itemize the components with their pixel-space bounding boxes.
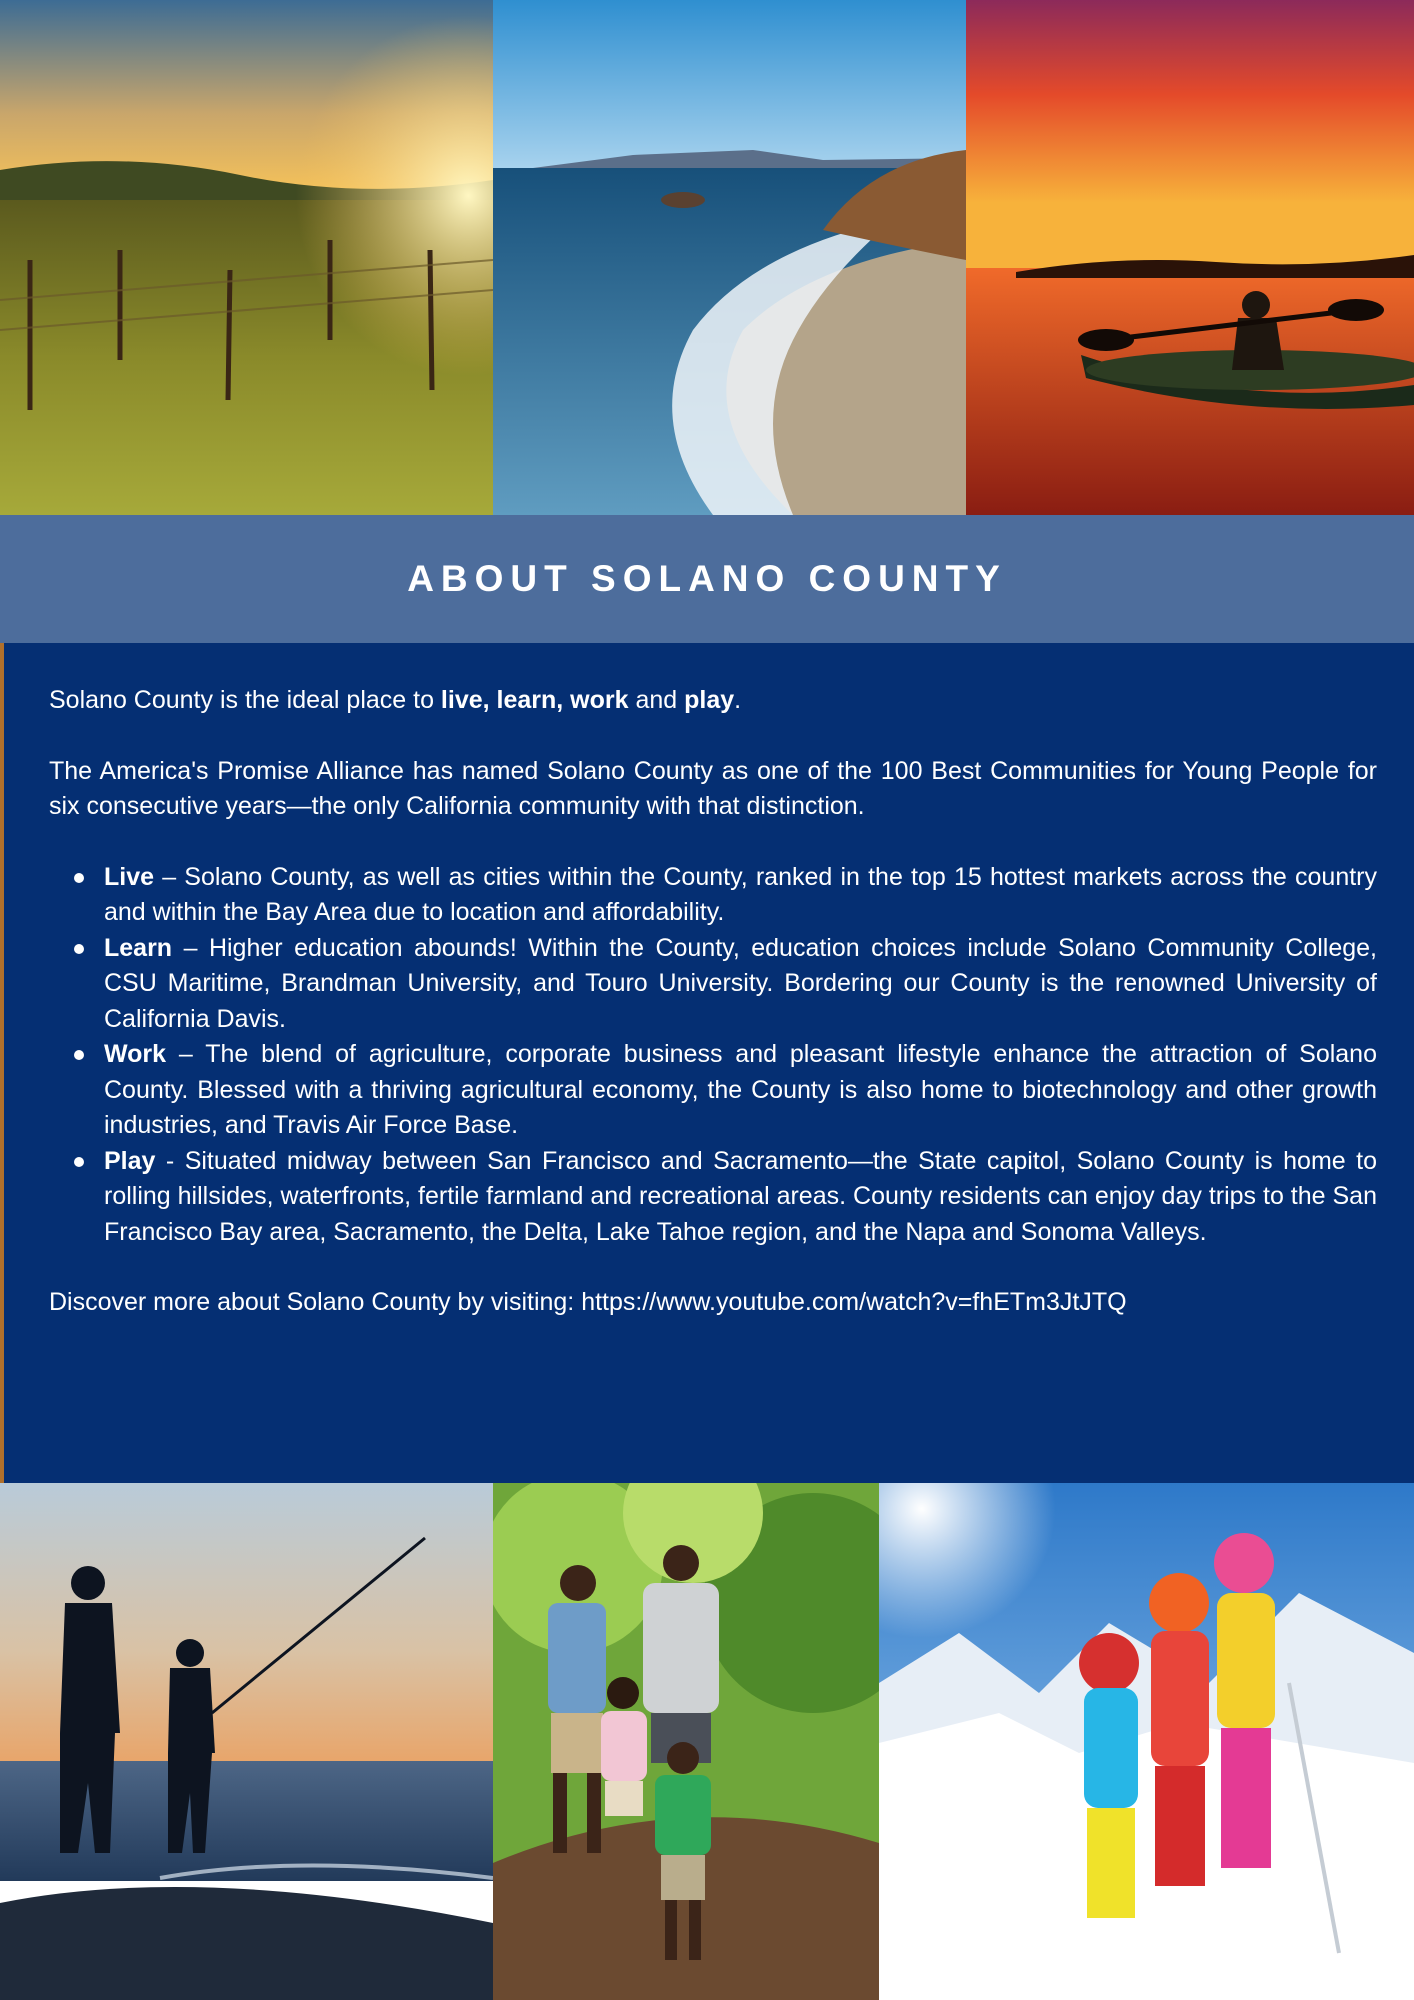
vineyard-sunset-photo	[0, 0, 493, 515]
list-item-learn: Learn – Higher education abounds! Within the County, education choices include Solano Community College, CSU Maritime, Brandman University, and Touro University. Bordering our County is the renowned University of California Davis.	[104, 931, 1377, 1038]
page-title: ABOUT SOLANO COUNTY	[407, 558, 1007, 599]
kids-skiing-photo	[879, 1483, 1414, 2000]
content-panel	[0, 643, 1414, 1483]
title-band	[0, 515, 1414, 643]
content-text	[49, 683, 1377, 1356]
list-item-live: Live – Solano County, as well as cities within the County, ranked in the top 15 hottest markets across the country and within the Bay Area due to location and affordability.	[104, 860, 1377, 931]
kayak-sunset-photo	[966, 0, 1414, 515]
beach-fishing-photo	[0, 1483, 493, 2000]
family-hiking-photo	[493, 1483, 879, 2000]
coastline-photo	[493, 0, 966, 515]
intro-paragraph: Solano County is the ideal place to live, learn, work and play.	[49, 686, 742, 714]
list-item-work: Work – The blend of agriculture, corporate business and pleasant lifestyle enhance the attraction of Solano County. Blessed with a thriving agricultural economy, the County is also home to biotechnology and other growth industries, and Travis Air Force Base.	[104, 1037, 1377, 1144]
promise-alliance-paragraph: The America's Promise Alliance has named Solano County as one of the 100 Best Communities for Young People for six consecutive years—the only California community with that distinction.	[49, 756, 1377, 820]
list-item-play: Play - Situated midway between San Francisco and Sacramento—the State capitol, Solano County is home to rolling hillsides, waterfronts, fertile farmland and recreational areas. County residents can enjoy day trips to the San Francisco Bay area, Sacramento, the Delta, Lake Tahoe region, and the Napa and Sonoma Valleys.	[104, 1144, 1377, 1251]
highlights-list	[49, 860, 1377, 1251]
discover-link[interactable]: Discover more about Solano County by visiting: https://www.youtube.com/watch?v=fhETm3JtJTQ	[49, 1288, 1127, 1316]
